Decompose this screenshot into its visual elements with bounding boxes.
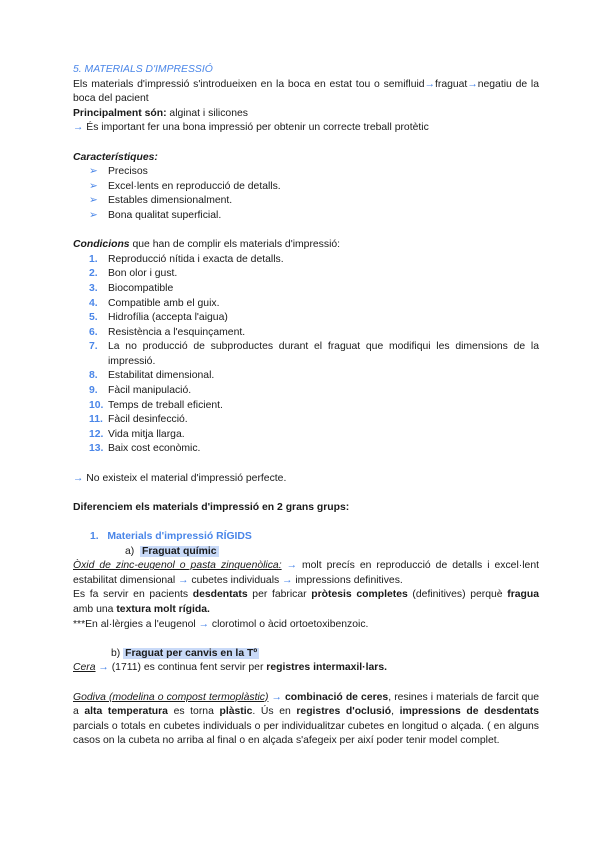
arrowhead-bullet-icon: ➢ <box>89 209 98 221</box>
intro-paragraph <box>73 78 539 107</box>
list-item: ➢ Estables dimensionalment. <box>89 194 539 209</box>
arrow-icon: → <box>73 122 84 134</box>
list-item: 5. Hidrofília (accepta l'aigua) <box>89 312 228 324</box>
list-item: ➢ Bona qualitat superficial. <box>89 209 539 224</box>
list-item: 1. Reproducció nítida i exacta de detalls. <box>89 253 284 265</box>
principal-text: alginat i silicones <box>166 107 248 119</box>
cera-term: Cera <box>73 662 96 674</box>
fraguat-quimic-heading <box>73 545 539 560</box>
list-item: 3. Biocompatible <box>89 282 174 294</box>
principal-line <box>73 107 539 122</box>
conditions-heading <box>73 238 539 253</box>
list-item: 12. Vida mitja llarga. <box>89 428 185 440</box>
list-item: ➢ Precisos <box>89 165 539 180</box>
section-title: 5. MATERIALS D'IMPRESSIÓ <box>73 64 213 75</box>
arrowhead-bullet-icon: ➢ <box>89 166 98 178</box>
list-item: ➢ Excel·lents en reproducció de detalls. <box>89 180 539 195</box>
arrow-icon: → <box>98 662 109 674</box>
arrow-icon: → <box>198 618 209 630</box>
list-item: 2. Bon olor i gust. <box>89 268 178 280</box>
fraguat-temp-heading <box>73 647 539 662</box>
arrow-icon: → <box>467 78 478 90</box>
intro-text-negatiu: negatiu de la boca del pacient <box>73 78 539 105</box>
allergy-line: ***En al·lèrgies a l'eugenol → clorotimol o àcid ortoetoxibenzoic. <box>73 618 369 630</box>
conditions-heading-label: Condicions <box>73 239 130 251</box>
document-page <box>73 63 539 749</box>
list-item: 7. La no producció de subproductes durant el fraguat que modifiqui les dimensions de la impressió. <box>89 341 539 367</box>
godiva-paragraph: Godiva (modelina o compost termoplàstic) → combinació de ceres, resines i materials de farcit que a alta temperatura es torna plàstic. Ús en registres d'oclusió, impressions de desdentats parcials o totals en cubetes individuals o per individualitzar cubetes en longitud o alçada. ( en alguns casos on la cubeta no arriba al final o en alçada s'afegeix per així poder tenir model complet. <box>73 691 540 747</box>
list-item: 9. Fàcil manipulació. <box>89 385 192 397</box>
subsection-letter: a) <box>125 545 135 557</box>
fraguat-quimic-label: Fraguat químic <box>142 545 217 557</box>
list-item: 10. Temps de treball eficient. <box>89 399 223 411</box>
uses-paragraph: Es fa servir en pacients desdentats per fabricar pròtesis completes (definitives) perquè fragua amb una textura molt rígida. <box>73 589 539 615</box>
arrow-icon: → <box>73 472 84 484</box>
arrow-icon: → <box>282 574 293 586</box>
subsection-letter: b) <box>111 647 121 659</box>
characteristics-list <box>73 165 539 223</box>
list-item: 8. Estabilitat dimensional. <box>89 370 215 382</box>
cera-line: Cera → (1711) es continua fent servir per registres intermaxil·lars. <box>73 662 388 674</box>
list-item: 13. Baix cost econòmic. <box>89 443 201 455</box>
characteristics-heading: Característiques: <box>73 151 158 163</box>
intro-text: Els materials d'impressió s'introdueixen en la boca en estat tou o semifluid <box>73 78 425 90</box>
conditions-heading-text: que han de complir els materials d'impressió: <box>129 239 341 251</box>
list-item: 11. Fàcil desinfecció. <box>89 414 188 426</box>
arrow-icon: → <box>286 560 297 572</box>
principal-label: Principalment són: <box>73 107 167 119</box>
important-line <box>73 121 539 136</box>
arrow-icon: → <box>271 691 282 703</box>
arrowhead-bullet-icon: ➢ <box>89 195 98 207</box>
perfect-line <box>73 472 539 487</box>
group-1-label: Materials d'impressió RÍGIDS <box>107 531 252 542</box>
list-item: 4. Compatible amb el guix. <box>89 297 220 309</box>
group-1-heading <box>73 530 539 545</box>
godiva-term: Godiva (modelina o compost termoplàstic) <box>73 691 269 703</box>
conditions-list <box>73 253 539 457</box>
arrow-icon: → <box>178 574 189 586</box>
zinc-term: Òxid de zinc-eugenol o pasta zinquenòlica: <box>73 560 282 572</box>
important-text: És important fer una bona impressió per obtenir un correcte treball protètic <box>83 122 429 134</box>
list-item: 6. Resistència a l'esquinçament. <box>89 326 246 338</box>
fraguat-temp-label: Fraguat per canvis en la Tº <box>125 647 258 659</box>
intro-text-fraguat: fraguat <box>434 78 468 90</box>
arrow-icon: → <box>424 78 435 90</box>
perfect-text: No existeix el material d'impressió perfecte. <box>83 472 287 484</box>
zinc-paragraph: Òxid de zinc-eugenol o pasta zinquenòlica: → molt precís en reproducció de detalls i excel·lent estabilitat dimensional → cubetes individuals → impressions definitives. <box>73 560 539 586</box>
group-1-number: 1. <box>90 531 99 542</box>
groups-heading: Diferenciem els materials d'impressió en 2 grans grups: <box>73 501 350 513</box>
arrowhead-bullet-icon: ➢ <box>89 180 98 192</box>
